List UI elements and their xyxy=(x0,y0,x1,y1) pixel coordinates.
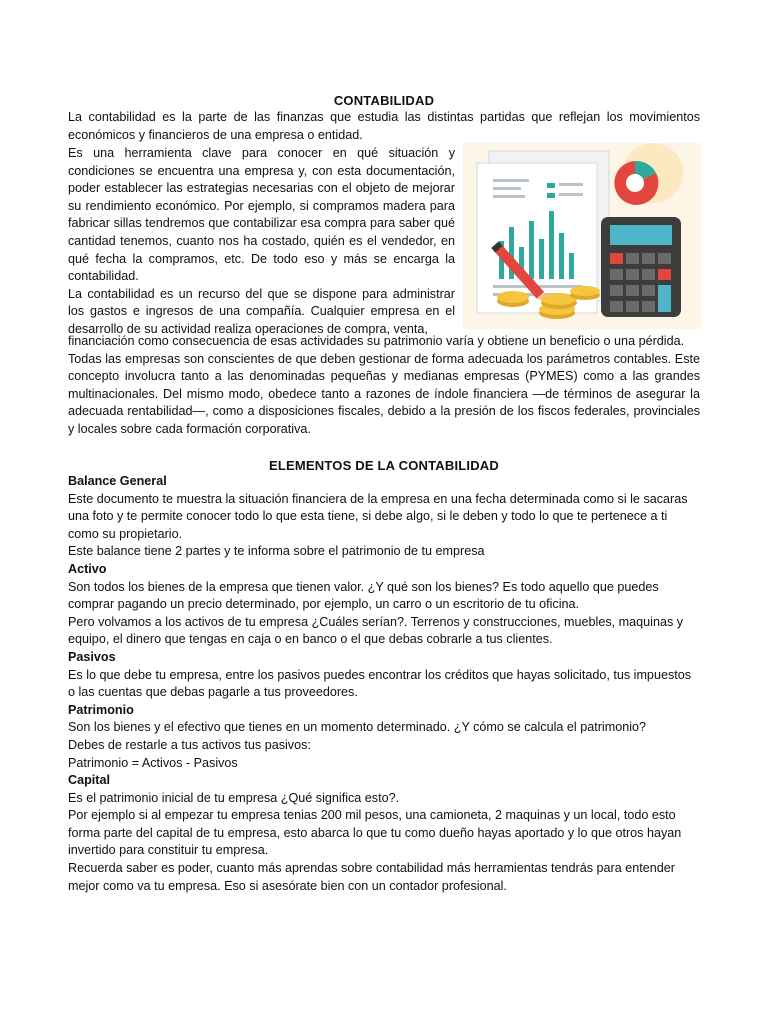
activo-text: Son todos los bienes de la empresa que tienen valor. ¿Y qué son los bienes? Es todo aquello que puedes comprar pagando un precio determinado, por ejemplo, un carro o un escritorio de tu oficina. xyxy=(68,579,659,612)
pasivos-heading: Pasivos xyxy=(68,649,116,664)
balance-general-text-2: Este balance tiene 2 partes y te informa sobre el patrimonio de tu empresa xyxy=(68,544,485,559)
illustration-graphic xyxy=(463,143,701,329)
pasivos-text: Es lo que debe tu empresa, entre los pasivos puedes encontrar los créditos que hayas solicitado, tus impuestos o las cuentas que debas pagarle a tus proveedores. xyxy=(68,667,692,700)
patrimonio-heading: Patrimonio xyxy=(68,702,134,717)
balance-general-heading: Balance General xyxy=(68,474,167,488)
activo-text-2: Pero volvamos a los activos de tu empresa ¿Cuáles serían?. Terrenos y construcciones, muebles, maquinas y equipo, el dinero que tengas en caja o en banco o el que debas cobrarle a tus clientes. xyxy=(68,614,684,647)
section-elementos xyxy=(68,473,700,895)
capital-text: Es el patrimonio inicial de tu empresa ¿Qué significa esto?. xyxy=(68,790,400,805)
balance-general-text: Este documento te muestra la situación financiera de la empresa en una fecha determinada como si le sacaras una foto y te permite conocer todo lo que esta tiene, si debe algo, si le deben y todo lo que te pertenece a ti como su propietario. xyxy=(68,491,688,541)
page-title: CONTABILIDAD xyxy=(333,93,435,108)
paragraph-recurso-text: La contabilidad es un recurso del que se dispone para administrar los gastos e ingresos de una compañía. Cualquier empresa en el desarrollo de su actividad realiza operaciones de compra, venta, xyxy=(68,286,455,336)
capital-text-3: Recuerda saber es poder, cuanto más aprendas sobre contabilidad más herramientas tendrás para entender mejor como va tu empresa. Eso si asesórate bien con un contador profesional. xyxy=(68,861,675,893)
intro-text: La contabilidad es la parte de las finanzas que estudia las distintas partidas que reflejan los movimientos económicos y financieros de una empresa o entidad. xyxy=(68,110,700,142)
section-heading: ELEMENTOS DE LA CONTABILIDAD xyxy=(269,458,499,473)
intro-paragraph xyxy=(68,109,700,144)
accounting-illustration-icon xyxy=(463,143,701,329)
capital-heading: Capital xyxy=(68,773,110,788)
patrimonio-text: Son los bienes y el efectivo que tienes en un momento determinado. ¿Y cómo se calcula el patrimonio? xyxy=(68,720,647,735)
capital-text-2: Por ejemplo si al empezar tu empresa tenias 200 mil pesos, una camioneta, 2 maquinas y un local, todo esto forma parte del capital de tu empresa, esto abarca lo que tu como dueño hayas aportado y lo que otros hayan invertido para constituir tu empresa. xyxy=(68,808,682,858)
paragraph-empresas-text: Todas las empresas son conscientes de que deben gestionar de forma adecuada los parámetros contables. Este concepto involucra tanto a las denominadas pequeñas y medianas empresas (PYMES) como a las grandes multinacionales. Del mismo modo, obedece tanto a razones de índole financiera —de términos de asegurar la adecuada rentabilidad—, como a disposiciones fiscales, debido a la presión de los fiscos federales, provinciales y locales sobre cada formación corporativa. xyxy=(68,351,700,436)
paragraph-financiacion xyxy=(68,333,700,439)
paragraph-herramienta xyxy=(68,145,455,339)
paragraph-herramienta-text: Es una herramienta clave para conocer en qué situación y condiciones se encuentra una empresa y, con esta documentación, poder establecer las estrategias necesarias con el objeto de mejorar su rendimiento económico. Por ejemplo, si compramos madera para fabricar sillas tendremos que contabilizar esa compra para saber qué cantidad tenemos, cuanto nos ha costado, quién es el vendedor, en qué fecha la compramos, etc. De todo eso y más se encarga la contabilidad. xyxy=(68,146,455,284)
activo-heading: Activo xyxy=(68,561,107,576)
patrimonio-formula: Patrimonio = Activos - Pasivos xyxy=(68,755,238,770)
patrimonio-text-2: Debes de restarle a tus activos tus pasivos: xyxy=(68,737,311,752)
paragraph-financiacion-text: financiación como consecuencia de esas actividades su patrimonio varía y obtiene un beneficio o una pérdida. xyxy=(68,334,685,348)
